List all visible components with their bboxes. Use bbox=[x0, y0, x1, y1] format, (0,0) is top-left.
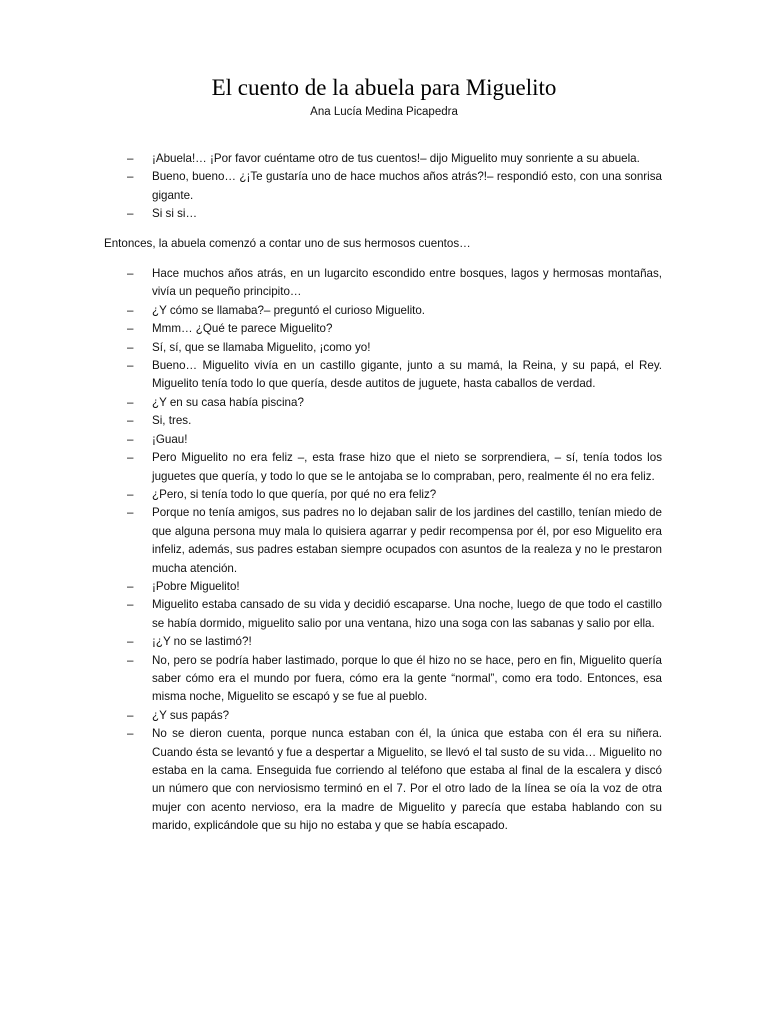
dialog-line: – Hace muchos años atrás, en un lugarcito escondido entre bosques, lagos y hermosas montañas, vivía un pequeño principito… bbox=[104, 265, 662, 302]
dialog-line: – Mmm… ¿Qué te parece Miguelito? bbox=[104, 320, 662, 338]
dialog-line: – No se dieron cuenta, porque nunca estaban con él, la única que estaba con él era su niñera. Cuando ésta se levantó y fue a despertar a Miguelito, se llevó el tal susto de su vida… Miguelito no estaba en la cama. Enseguida fue corriendo al teléfono que estaba al final de la escalera y discó un número que con nerviosismo terminó en el 7. Por el otro lado de la línea se oía la voz de otra mujer con acento nervioso, era la madre de Miguelito y parecía que estaba hablando con su marido, explicándole que su hijo no estaba y que se había escapado. bbox=[104, 725, 662, 835]
dialog-line: – Sí, sí, que se llamaba Miguelito, ¡como yo! bbox=[104, 339, 662, 357]
dialog-line: – ¡Abuela!… ¡Por favor cuéntame otro de tus cuentos!– dijo Miguelito muy sonriente a su abuela. bbox=[104, 150, 662, 168]
narration-paragraph: Entonces, la abuela comenzó a contar uno de sus hermosos cuentos… bbox=[104, 236, 471, 250]
dialog-line: – ¿Y cómo se llamaba?– preguntó el curioso Miguelito. bbox=[104, 302, 662, 320]
dialog-line: – ¿Y en su casa había piscina? bbox=[104, 394, 662, 412]
document-body bbox=[104, 150, 662, 836]
dialog-line: – ¿Y sus papás? bbox=[104, 707, 662, 725]
intro-dialog-list bbox=[104, 150, 662, 224]
dialog-line: – No, pero se podría haber lastimado, porque lo que él hizo no se hace, pero en fin, Miguelito quería saber cómo era el mundo por fuera, cómo era la gente “normal”, como era todo. Entonces, esa misma noche, Miguelito se escapó y se fue al pueblo. bbox=[104, 652, 662, 707]
story-dialog-list bbox=[104, 265, 662, 836]
dialog-line: – Bueno, bueno… ¿¡Te gustaría uno de hace muchos años atrás?!– respondió esto, con una sonrisa gigante. bbox=[104, 168, 662, 205]
dialog-line: – ¡¿Y no se lastimó?! bbox=[104, 633, 662, 651]
dialog-line: – Si si si… bbox=[104, 205, 662, 223]
dialog-line: – ¿Pero, si tenía todo lo que quería, por qué no era feliz? bbox=[104, 486, 662, 504]
dialog-line: – Si, tres. bbox=[104, 412, 662, 430]
document-title: El cuento de la abuela para Miguelito bbox=[211, 75, 557, 100]
dialog-line: – ¡Pobre Miguelito! bbox=[104, 578, 662, 596]
dialog-line: – ¡Guau! bbox=[104, 431, 662, 449]
document-author: Ana Lucía Medina Picapedra bbox=[310, 106, 458, 118]
dialog-line: – Miguelito estaba cansado de su vida y decidió escaparse. Una noche, luego de que todo el castillo se había dormido, miguelito salio por una ventana, hizo una soga con las sabanas y salio por ella. bbox=[104, 596, 662, 633]
dialog-line: – Porque no tenía amigos, sus padres no lo dejaban salir de los jardines del castillo, tenían miedo de que alguna persona muy mala lo quisiera agarrar y pedir recompensa por él, por eso Miguelito era infeliz, además, sus padres estaban siempre ocupados con asuntos de la realeza y no le prestaron mucha atención. bbox=[104, 504, 662, 578]
dialog-line: – Pero Miguelito no era feliz –, esta frase hizo que el nieto se sorprendiera, – sí, tenía todos los juguetes que quería, y todo lo que se le antojaba se lo compraban, pero, realmente él no era feliz. bbox=[104, 449, 662, 486]
dialog-line: – Bueno… Miguelito vivía en un castillo gigante, junto a su mamá, la Reina, y su papá, el Rey. Miguelito tenía todo lo que quería, desde autitos de juguete, hasta caballos de verdad. bbox=[104, 357, 662, 394]
